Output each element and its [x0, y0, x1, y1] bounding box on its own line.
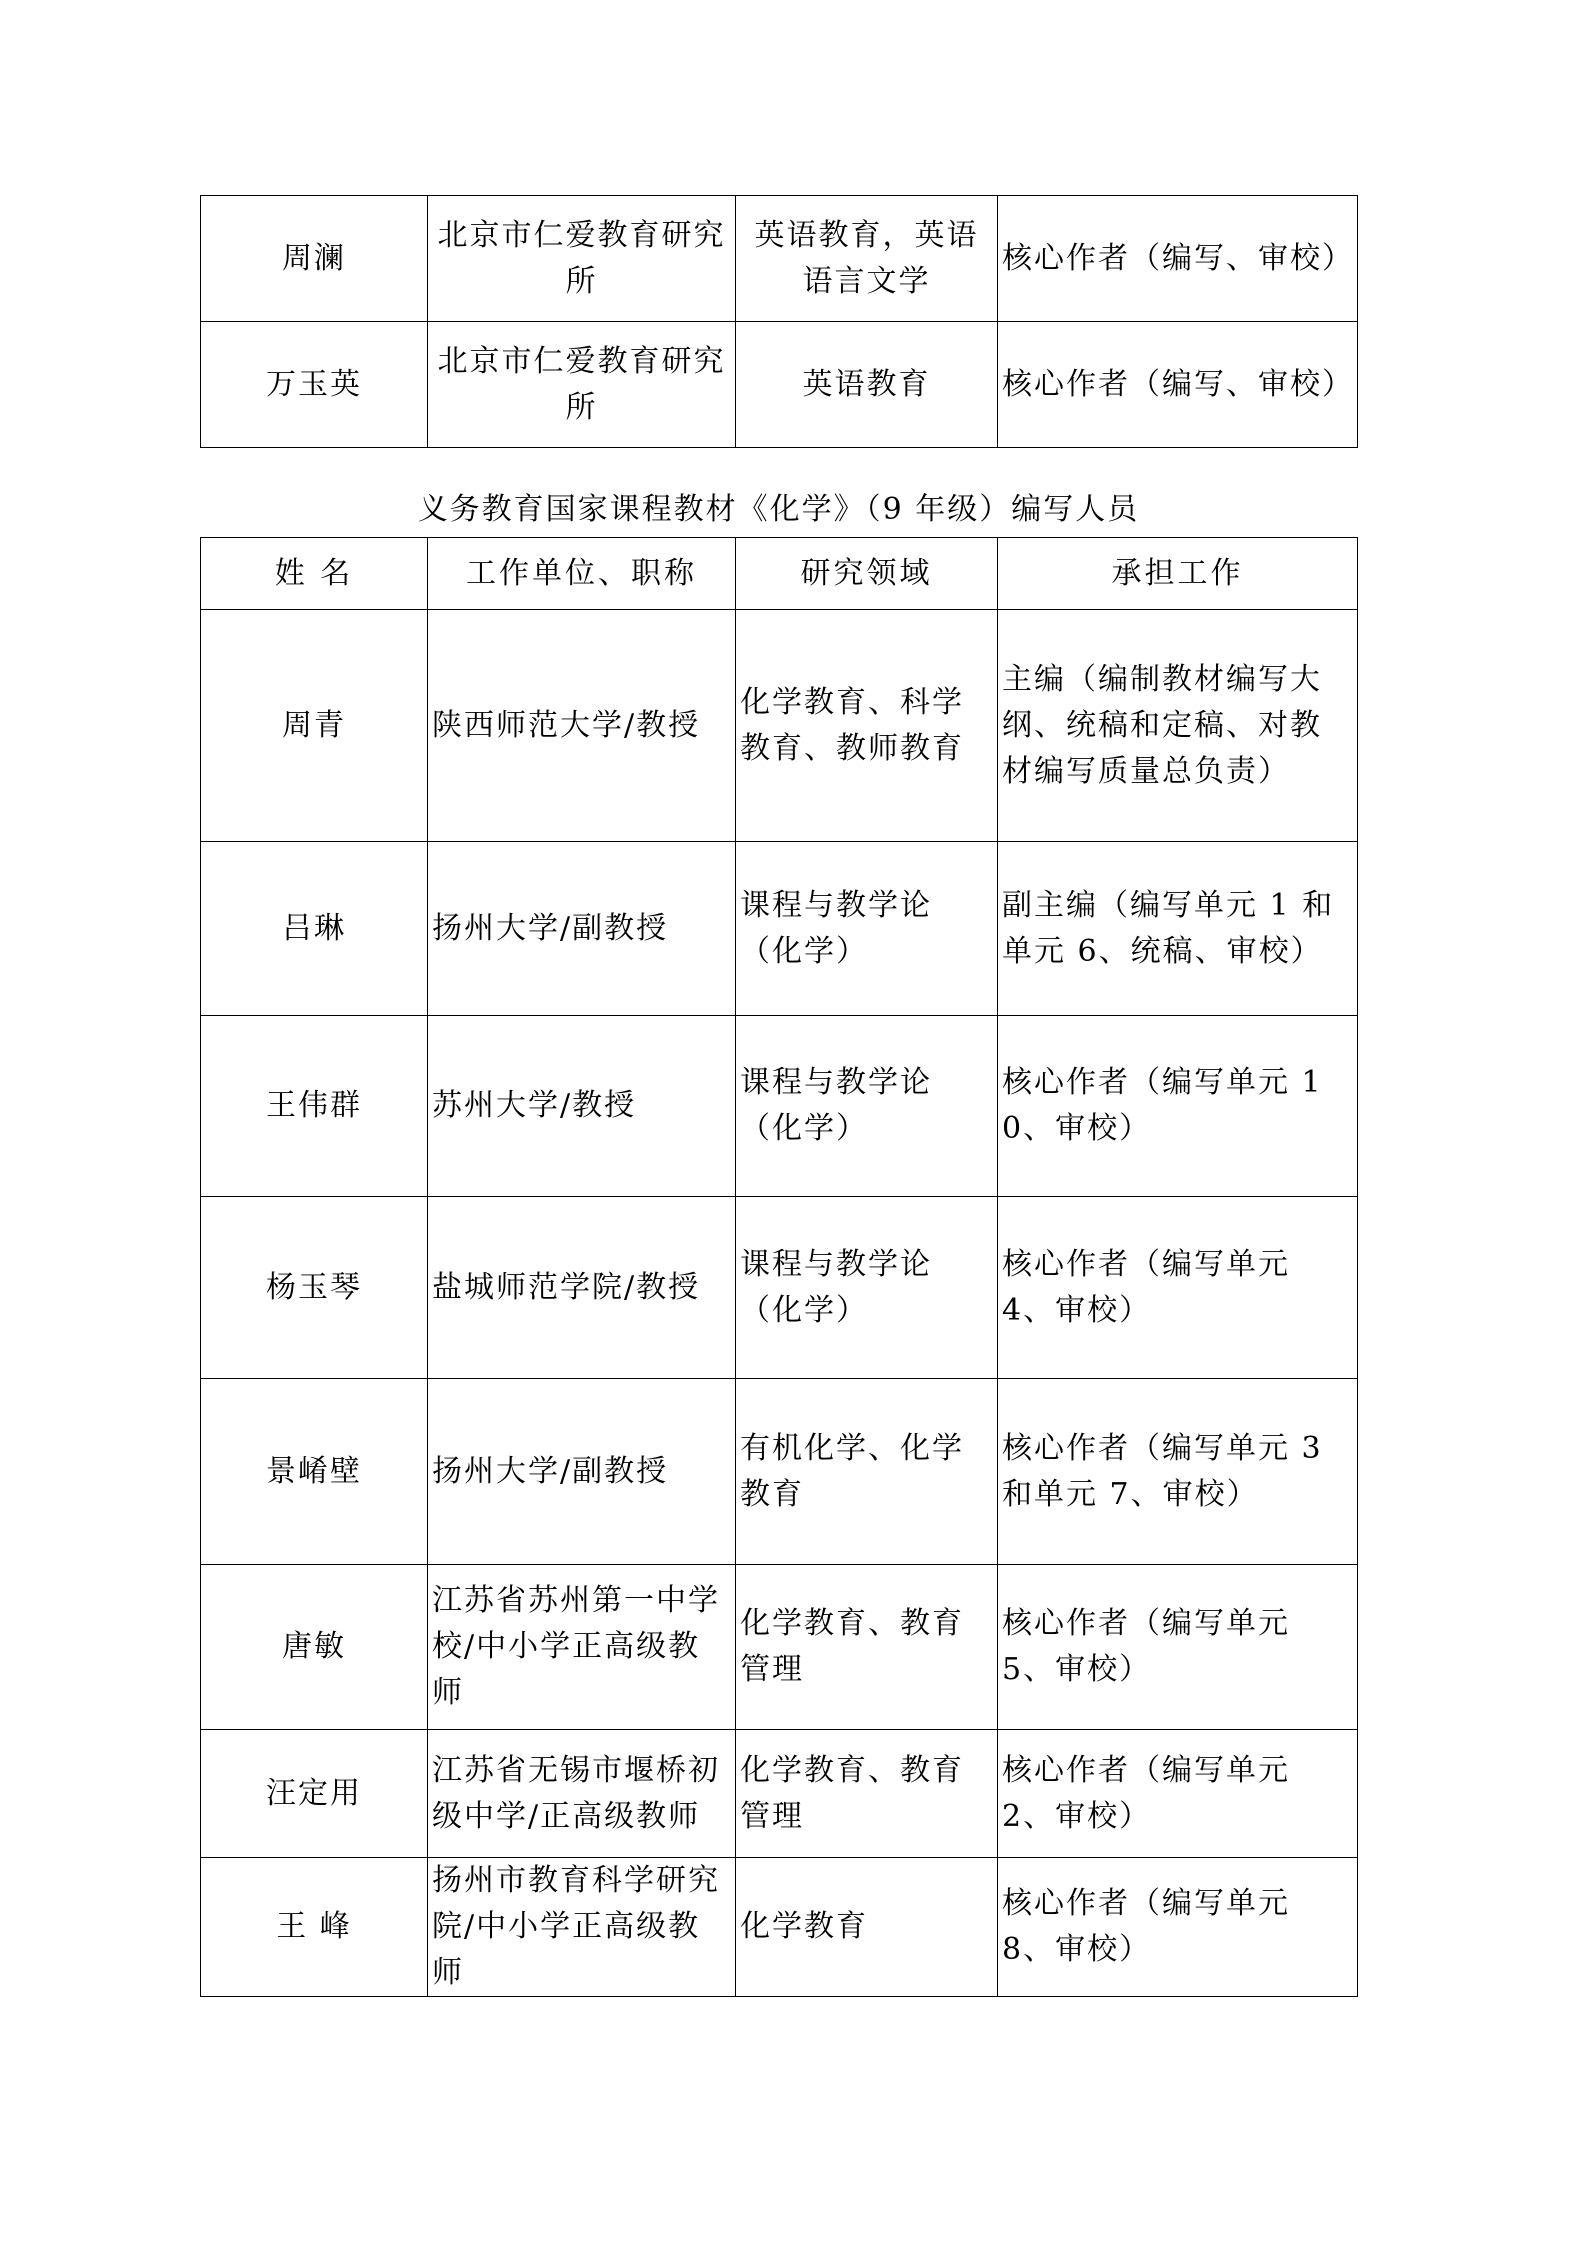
- table-row: [201, 1197, 1358, 1379]
- cell-field: 课程与教学论（化学）: [736, 1197, 998, 1379]
- cell-field: 有机化学、化学教育: [736, 1379, 998, 1565]
- cell-unit: 扬州市教育科学研究院/中小学正高级教师: [428, 1858, 736, 1997]
- table-row: [201, 842, 1358, 1016]
- table-row: [201, 1379, 1358, 1565]
- cell-name: 万玉英: [201, 322, 428, 448]
- cell-unit: 苏州大学/教授: [428, 1016, 736, 1197]
- table-caption: 义务教育国家课程教材《化学》（9 年级）编写人员: [417, 492, 1140, 527]
- cell-field: 化学教育、教育管理: [736, 1730, 998, 1858]
- cell-field: 化学教育、教育管理: [736, 1565, 998, 1730]
- cell-name: 汪定用: [201, 1730, 428, 1858]
- cell-name: 景崤壁: [201, 1379, 428, 1565]
- cell-name: 周澜: [201, 196, 428, 322]
- header-field: 研究领域: [736, 538, 998, 610]
- table-row: [201, 322, 1358, 448]
- cell-task: 核心作者（编写单元 8、审校）: [998, 1858, 1358, 1997]
- cell-unit: 北京市仁爱教育研究所: [428, 196, 736, 322]
- header-unit: 工作单位、职称: [428, 538, 736, 610]
- cell-name: 王伟群: [201, 1016, 428, 1197]
- cell-name: 唐敏: [201, 1565, 428, 1730]
- cell-field: 课程与教学论（化学）: [736, 842, 998, 1016]
- cell-field: 化学教育、科学教育、教师教育: [736, 610, 998, 842]
- cell-task: 核心作者（编写单元 4、审校）: [998, 1197, 1358, 1379]
- header-name: 姓 名: [201, 538, 428, 610]
- cell-task: 核心作者（编写单元 5、审校）: [998, 1565, 1358, 1730]
- cell-unit: 陕西师范大学/教授: [428, 610, 736, 842]
- cell-task: 核心作者（编写、审校）: [998, 196, 1358, 322]
- cell-task: 副主编（编写单元 1 和单元 6、统稿、审校）: [998, 842, 1358, 1016]
- table-row: [201, 610, 1358, 842]
- cell-task: 核心作者（编写、审校）: [998, 322, 1358, 448]
- table-row: [201, 1858, 1358, 1997]
- cell-unit: 盐城师范学院/教授: [428, 1197, 736, 1379]
- table-header-row: [201, 538, 1358, 610]
- cell-name: 周青: [201, 610, 428, 842]
- chemistry-authors-table: [200, 537, 1358, 1997]
- table-row: [201, 196, 1358, 322]
- table-row: [201, 1016, 1358, 1197]
- cell-unit: 北京市仁爱教育研究所: [428, 322, 736, 448]
- cell-unit: 江苏省苏州第一中学校/中小学正高级教师: [428, 1565, 736, 1730]
- cell-task: 核心作者（编写单元 10、审校）: [998, 1016, 1358, 1197]
- cell-field: 化学教育: [736, 1858, 998, 1997]
- table-row: [201, 1565, 1358, 1730]
- cell-task: 核心作者（编写单元 3 和单元 7、审校）: [998, 1379, 1358, 1565]
- cell-unit: 扬州大学/副教授: [428, 1379, 736, 1565]
- cell-field: 英语教育，英语语言文学: [736, 196, 998, 322]
- cell-field: 课程与教学论（化学）: [736, 1016, 998, 1197]
- cell-task: 核心作者（编写单元 2、审校）: [998, 1730, 1358, 1858]
- table-row: [201, 1730, 1358, 1858]
- authors-table-continued: [200, 195, 1358, 448]
- cell-field: 英语教育: [736, 322, 998, 448]
- cell-name: 杨玉琴: [201, 1197, 428, 1379]
- cell-unit: 江苏省无锡市堰桥初级中学/正高级教师: [428, 1730, 736, 1858]
- header-task: 承担工作: [998, 538, 1358, 610]
- cell-name: 吕琳: [201, 842, 428, 1016]
- cell-name: 王 峰: [201, 1858, 428, 1997]
- cell-unit: 扬州大学/副教授: [428, 842, 736, 1016]
- cell-task: 主编（编制教材编写大纲、统稿和定稿、对教材编写质量总负责）: [998, 610, 1358, 842]
